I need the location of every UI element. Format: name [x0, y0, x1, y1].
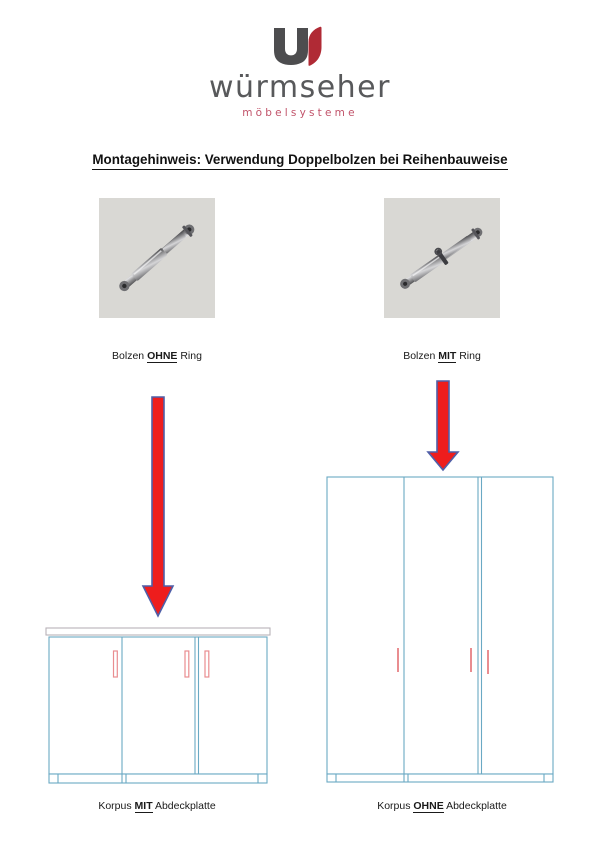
sideboard-with-cover-plate-drawing [44, 626, 272, 786]
brand-subwordmark: möbelsysteme [242, 106, 358, 119]
cabinet-wardrobe-without-cover-plate [324, 474, 556, 786]
caption-emphasis: OHNE [147, 350, 178, 362]
page-title-text: Montagehinweis: Verwendung Doppelbolzen bei Reihenbauweise [92, 152, 507, 170]
caption-prefix: Bolzen [403, 350, 439, 362]
caption-suffix: Abdeckplatte [443, 800, 507, 812]
page-title [0, 152, 600, 167]
caption-emphasis: OHNE [413, 800, 444, 812]
caption-prefix: Bolzen [112, 350, 148, 362]
brand-wordmark: würmseher [209, 70, 391, 105]
caption-suffix: Ring [456, 350, 481, 362]
caption-emphasis: MIT [438, 350, 457, 362]
photo-bolt-with-ring [384, 198, 500, 318]
wardrobe-without-cover-plate-drawing [324, 474, 556, 786]
wuermseher-w-flame-logo-icon [268, 24, 332, 68]
down-arrow-short-red-icon [424, 380, 462, 472]
caption-bolt-without-ring [27, 350, 287, 362]
caption-suffix: Ring [177, 350, 202, 362]
caption-cabinet-with-cover-plate [27, 800, 287, 812]
photo-bolt-without-ring [99, 198, 215, 318]
brand-logo-block [0, 24, 600, 119]
caption-bolt-with-ring [312, 350, 572, 362]
cabinet-sideboard-with-cover-plate [44, 626, 272, 786]
double-bolt-without-ring-illustration [99, 198, 215, 318]
down-arrow-long-red-icon [139, 396, 177, 618]
caption-cabinet-without-cover-plate [312, 800, 572, 812]
caption-suffix: Abdeckplatte [152, 800, 216, 812]
caption-prefix: Korpus [377, 800, 414, 812]
caption-emphasis: MIT [134, 800, 153, 812]
caption-prefix: Korpus [98, 800, 135, 812]
double-bolt-with-ring-illustration [384, 198, 500, 318]
